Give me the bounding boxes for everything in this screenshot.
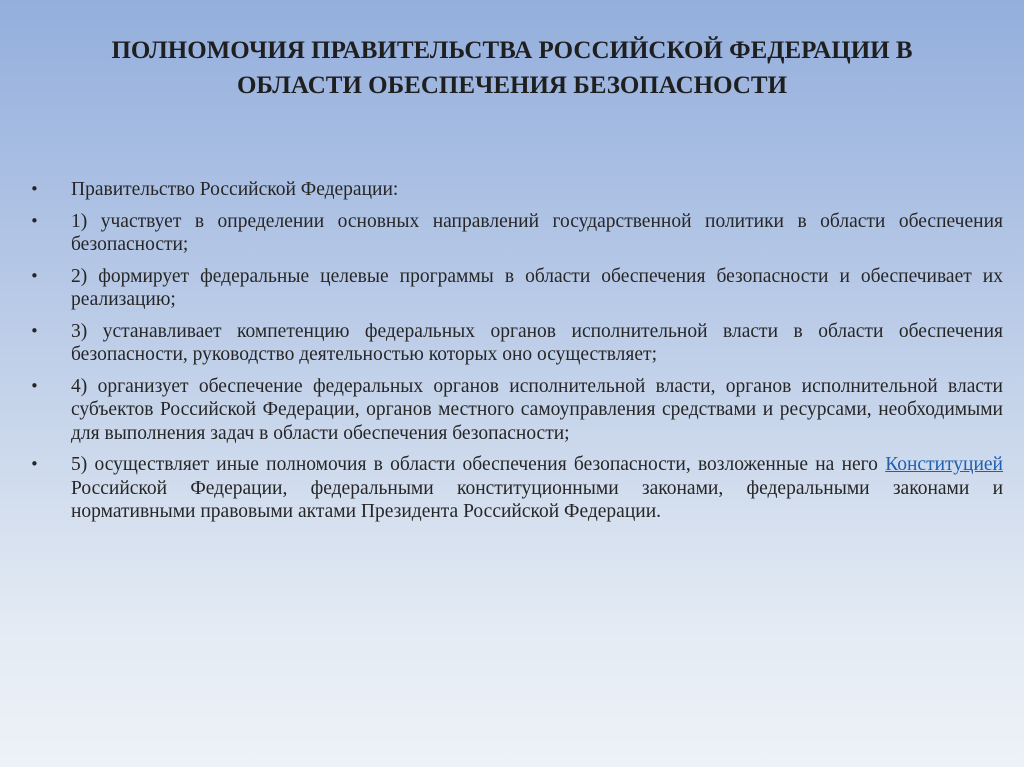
slide-title-line-2: ОБЛАСТИ ОБЕСПЕЧЕНИЯ БЕЗОПАСНОСТИ [236,72,788,99]
slide-title [40,33,984,103]
bullet-icon: • [30,376,39,395]
list-item-text: 3) устанавливает компетенцию федеральных органов исполнительной власти в области обеспечения безопасности, руководство деятельностью которых оно осуществляет; [71,320,1003,365]
list-item-text-after: Российской Федерации, федеральными конституционными законами, федеральными законами и нормативными правовыми актами Президента Российской Федерации. [71,477,1003,522]
bullet-icon: • [30,211,39,230]
slide-title-line-1: ПОЛНОМОЧИЯ ПРАВИТЕЛЬСТВА РОССИЙСКОЙ ФЕДЕРАЦИИ В [111,37,913,64]
list-item-2 [30,265,1003,312]
constitution-link[interactable]: Конституцией [885,454,1003,475]
bullet-list [30,178,1003,532]
list-item-text-before: 5) осуществляет иные полномочия в области обеспечения безопасности, возложенные на него [71,454,886,475]
list-item-intro [30,178,1003,202]
list-item-text: 4) организует обеспечение федеральных органов исполнительной власти, органов исполнительной власти субъектов Российской Федерации, органов местного самоуправления средствами и ресурсами, необходимыми для выполнения задач в области обеспечения безопасности; [71,375,1003,444]
list-item-1 [30,210,1003,257]
bullet-icon: • [30,266,39,285]
list-item-3 [30,320,1003,367]
bullet-icon: • [30,180,39,198]
list-item-text: Правительство Российской Федерации: [71,179,399,200]
list-item-text: 1) участвует в определении основных направлений государственной политики в области обеспечения безопасности; [71,210,1003,255]
bullet-icon: • [30,321,39,340]
bullet-icon: • [30,455,39,473]
list-item-4 [30,375,1003,446]
list-item-text: 2) формирует федеральные целевые программы в области обеспечения безопасности и обеспечивает их реализацию; [71,265,1003,310]
list-item-5 [30,453,1003,524]
